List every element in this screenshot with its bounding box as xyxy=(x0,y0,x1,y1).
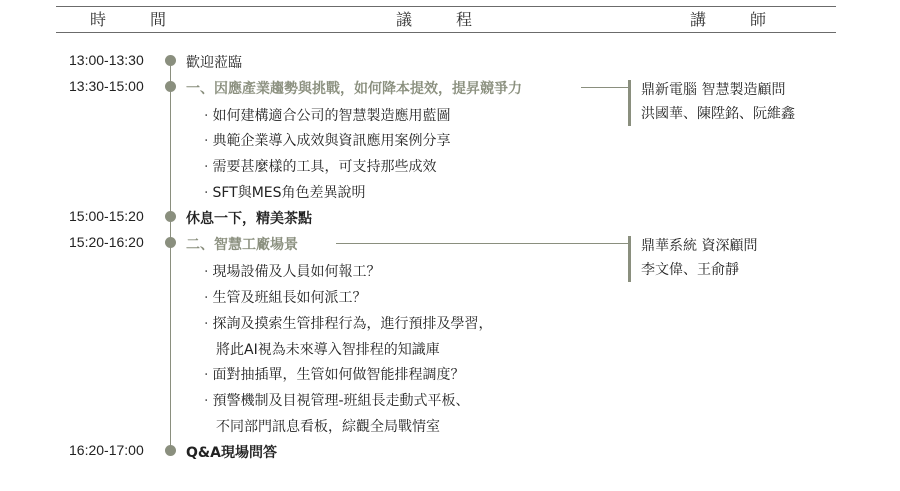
timeline-dot xyxy=(165,81,176,92)
session-title: Q&A現場問答 xyxy=(186,445,277,461)
session-time: 13:30-15:00 xyxy=(69,78,144,94)
agenda-item: · 如何建構適合公司的智慧製造應用藍圖 xyxy=(204,108,451,124)
bullet-icon: · xyxy=(204,290,209,306)
speaker-connector-line xyxy=(336,243,628,244)
session-title: 休息一下，精美茶點 xyxy=(186,211,312,227)
session-title: 一、因應產業趨勢與挑戰，如何降本提效，提昇競爭力 xyxy=(186,81,522,97)
timeline-dot xyxy=(165,211,176,222)
speaker-column-header: 講 師 xyxy=(690,10,781,29)
agenda-item: · 探詢及摸索生管排程行為，進行預排及學習， xyxy=(204,316,493,332)
agenda-item: · 典範企業導入成效與資訊應用案例分享 xyxy=(204,133,451,149)
agenda-item-continuation: 不同部門訊息看板，綜觀全局戰情室 xyxy=(216,419,440,435)
bullet-icon: · xyxy=(204,367,209,383)
agenda-item: · SFT與MES角色差異說明 xyxy=(204,185,366,201)
bullet-icon: · xyxy=(204,159,209,175)
speaker-company: 鼎新電腦 智慧製造顧問 xyxy=(641,82,786,98)
speaker-company: 鼎華系統 資深顧問 xyxy=(641,238,758,254)
speaker-bar xyxy=(628,236,631,282)
speaker-block xyxy=(641,78,795,126)
bullet-icon: · xyxy=(204,133,209,149)
header-bottom-rule xyxy=(56,32,836,33)
timeline-dot xyxy=(165,445,176,456)
agenda-item-continuation: 將此AI視為未來導入智排程的知識庫 xyxy=(216,342,440,358)
agenda-item: · 預警機制及目視管理-班組長走動式平板、 xyxy=(204,393,470,409)
speaker-names: 李文偉、王俞靜 xyxy=(641,262,739,278)
speaker-connector-line xyxy=(581,87,628,88)
timeline-dot xyxy=(165,55,176,66)
bullet-icon: · xyxy=(204,393,209,409)
session-time: 15:20-16:20 xyxy=(69,234,144,250)
session-title: 二、智慧工廠場景 xyxy=(186,237,298,253)
session-title: 歡迎蒞臨 xyxy=(186,55,242,71)
timeline-line xyxy=(170,60,171,450)
time-column-header: 時 間 xyxy=(90,10,181,29)
speaker-names: 洪國華、陳陞銘、阮維鑫 xyxy=(641,106,795,122)
bullet-icon: · xyxy=(204,316,209,332)
bullet-icon: · xyxy=(204,264,209,280)
agenda-column-header: 議 程 xyxy=(396,10,487,29)
speaker-block xyxy=(641,234,757,282)
session-time: 15:00-15:20 xyxy=(69,208,144,224)
agenda-item: · 需要甚麼樣的工具，可支持那些成效 xyxy=(204,159,437,175)
agenda-item: · 現場設備及人員如何報工？ xyxy=(204,264,381,280)
bullet-icon: · xyxy=(204,108,209,124)
agenda-item: · 面對抽插單，生管如何做智能排程調度？ xyxy=(204,367,465,383)
session-time: 16:20-17:00 xyxy=(69,442,144,458)
bullet-icon: · xyxy=(204,185,209,201)
speaker-bar xyxy=(628,80,631,126)
session-time: 13:00-13:30 xyxy=(69,52,144,68)
agenda-item: · 生管及班組長如何派工？ xyxy=(204,290,367,306)
timeline-dot xyxy=(165,237,176,248)
